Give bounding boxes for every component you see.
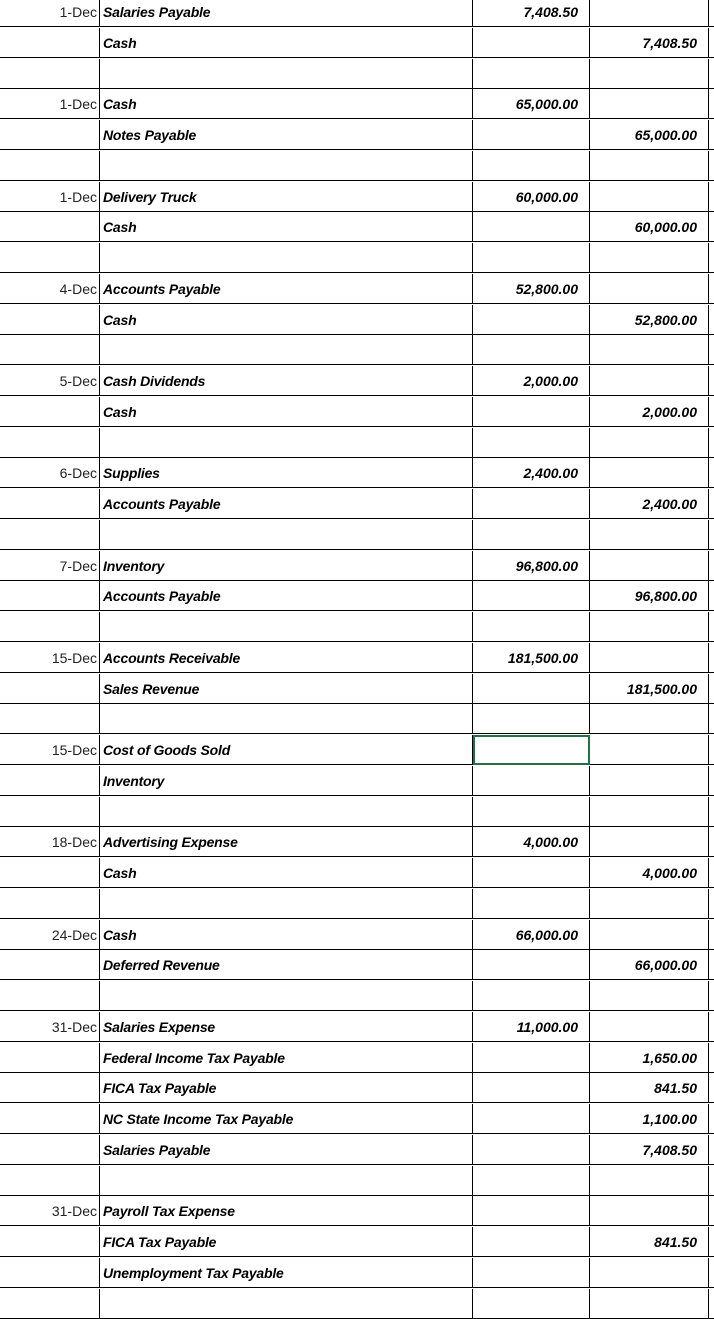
debit-cell[interactable]: 65,000.00: [473, 89, 590, 119]
journal-row: [0, 59, 714, 89]
journal-row: [0, 1166, 714, 1196]
credit-cell[interactable]: [590, 797, 709, 827]
credit-cell[interactable]: 841.50: [590, 1227, 709, 1257]
debit-cell[interactable]: [473, 305, 590, 335]
date-cell[interactable]: 1-Dec: [0, 182, 100, 212]
journal-row: [0, 243, 714, 273]
journal-row: [0, 212, 714, 242]
date-cell[interactable]: 5-Dec: [0, 366, 100, 396]
journal-row: [0, 428, 714, 458]
journal-row: [0, 1289, 714, 1319]
date-cell[interactable]: [0, 981, 100, 1011]
journal-row: [0, 1012, 714, 1042]
journal-row: [0, 0, 714, 27]
debit-cell[interactable]: [473, 428, 590, 458]
debit-cell[interactable]: [473, 674, 590, 704]
debit-cell[interactable]: [473, 1135, 590, 1165]
debit-cell[interactable]: [473, 59, 590, 89]
journal-row: [0, 950, 714, 980]
account-cell[interactable]: [100, 428, 473, 458]
date-cell[interactable]: [0, 1166, 100, 1196]
account-cell[interactable]: [100, 1166, 473, 1196]
journal-row: [0, 1196, 714, 1226]
debit-cell[interactable]: [473, 704, 590, 734]
journal-row: [0, 643, 714, 673]
journal-row: [0, 1227, 714, 1257]
debit-cell[interactable]: [473, 1227, 590, 1257]
account-cell[interactable]: Delivery Truck: [100, 182, 473, 212]
credit-cell[interactable]: [590, 520, 709, 550]
account-cell[interactable]: [100, 612, 473, 642]
debit-cell[interactable]: 52,800.00: [473, 274, 590, 304]
date-cell[interactable]: [0, 1043, 100, 1073]
debit-cell[interactable]: [473, 28, 590, 58]
date-cell[interactable]: [0, 1104, 100, 1134]
date-cell[interactable]: 18-Dec: [0, 827, 100, 857]
debit-cell[interactable]: [473, 858, 590, 888]
date-cell[interactable]: [0, 858, 100, 888]
credit-cell[interactable]: 181,500.00: [590, 674, 709, 704]
date-cell[interactable]: [0, 120, 100, 150]
account-cell[interactable]: NC State Income Tax Payable: [100, 1104, 473, 1134]
credit-cell[interactable]: [590, 920, 709, 950]
credit-cell[interactable]: [590, 458, 709, 488]
account-cell[interactable]: Salaries Payable: [100, 0, 473, 27]
credit-cell[interactable]: 7,408.50: [590, 28, 709, 58]
credit-cell[interactable]: 52,800.00: [590, 305, 709, 335]
account-cell[interactable]: Accounts Payable: [100, 581, 473, 611]
debit-cell[interactable]: 4,000.00: [473, 827, 590, 857]
credit-cell[interactable]: 1,100.00: [590, 1104, 709, 1134]
debit-cell[interactable]: [473, 151, 590, 181]
account-cell[interactable]: Advertising Expense: [100, 827, 473, 857]
journal-row: [0, 489, 714, 519]
credit-cell[interactable]: [590, 1166, 709, 1196]
account-cell[interactable]: Cash: [100, 858, 473, 888]
date-cell[interactable]: 15-Dec: [0, 643, 100, 673]
credit-cell[interactable]: [590, 89, 709, 119]
journal-row: [0, 581, 714, 611]
account-cell[interactable]: Unemployment Tax Payable: [100, 1258, 473, 1288]
account-cell[interactable]: Cash: [100, 212, 473, 242]
account-cell[interactable]: Cash Dividends: [100, 366, 473, 396]
date-cell[interactable]: [0, 243, 100, 273]
debit-cell[interactable]: [473, 797, 590, 827]
debit-cell[interactable]: [473, 120, 590, 150]
debit-cell[interactable]: [473, 1258, 590, 1288]
credit-cell[interactable]: [590, 151, 709, 181]
journal-row: [0, 397, 714, 427]
credit-cell[interactable]: [590, 274, 709, 304]
journal-row: [0, 1135, 714, 1165]
date-cell[interactable]: [0, 1073, 100, 1103]
debit-cell[interactable]: [473, 1043, 590, 1073]
journal-row: [0, 458, 714, 488]
credit-cell[interactable]: 65,000.00: [590, 120, 709, 150]
debit-cell[interactable]: [473, 1166, 590, 1196]
credit-cell[interactable]: 2,400.00: [590, 489, 709, 519]
date-cell[interactable]: [0, 1258, 100, 1288]
journal-row: [0, 797, 714, 827]
account-cell[interactable]: [100, 151, 473, 181]
account-cell[interactable]: Deferred Revenue: [100, 950, 473, 980]
journal-row: [0, 1258, 714, 1288]
credit-cell[interactable]: 7,408.50: [590, 1135, 709, 1165]
account-cell[interactable]: Notes Payable: [100, 120, 473, 150]
debit-cell[interactable]: [473, 243, 590, 273]
date-cell[interactable]: [0, 1289, 100, 1319]
account-cell[interactable]: Payroll Tax Expense: [100, 1196, 473, 1226]
credit-cell[interactable]: 66,000.00: [590, 950, 709, 980]
account-cell[interactable]: Inventory: [100, 766, 473, 796]
account-cell[interactable]: [100, 704, 473, 734]
credit-cell[interactable]: [590, 827, 709, 857]
account-cell[interactable]: Sales Revenue: [100, 674, 473, 704]
credit-cell[interactable]: [590, 243, 709, 273]
account-cell[interactable]: [100, 1289, 473, 1319]
credit-cell[interactable]: [590, 551, 709, 581]
journal-row: [0, 1073, 714, 1103]
debit-cell[interactable]: [473, 1196, 590, 1226]
credit-cell[interactable]: [590, 612, 709, 642]
credit-cell[interactable]: [590, 1289, 709, 1319]
date-cell[interactable]: [0, 397, 100, 427]
credit-cell[interactable]: [590, 889, 709, 919]
date-cell[interactable]: 4-Dec: [0, 274, 100, 304]
account-cell[interactable]: [100, 59, 473, 89]
account-cell[interactable]: Cost of Goods Sold: [100, 735, 473, 765]
account-cell[interactable]: Cash: [100, 920, 473, 950]
credit-cell[interactable]: [590, 643, 709, 673]
journal-row: [0, 612, 714, 642]
credit-cell[interactable]: [590, 182, 709, 212]
date-cell[interactable]: [0, 797, 100, 827]
date-cell[interactable]: 24-Dec: [0, 920, 100, 950]
debit-cell[interactable]: 2,000.00: [473, 366, 590, 396]
credit-cell[interactable]: [590, 735, 709, 765]
account-cell[interactable]: [100, 981, 473, 1011]
date-cell[interactable]: [0, 674, 100, 704]
account-cell[interactable]: [100, 243, 473, 273]
debit-cell[interactable]: [473, 950, 590, 980]
date-cell[interactable]: 1-Dec: [0, 0, 100, 27]
debit-cell[interactable]: [473, 889, 590, 919]
journal-row: [0, 1043, 714, 1073]
account-cell[interactable]: Federal Income Tax Payable: [100, 1043, 473, 1073]
account-cell[interactable]: Salaries Expense: [100, 1012, 473, 1042]
date-cell[interactable]: [0, 428, 100, 458]
account-cell[interactable]: Cash: [100, 397, 473, 427]
journal-row: [0, 120, 714, 150]
date-cell[interactable]: [0, 889, 100, 919]
date-cell[interactable]: [0, 489, 100, 519]
date-cell[interactable]: [0, 1135, 100, 1165]
journal-row: [0, 551, 714, 581]
journal-row: [0, 28, 714, 58]
journal-row: [0, 981, 714, 1011]
account-cell[interactable]: FICA Tax Payable: [100, 1227, 473, 1257]
account-cell[interactable]: [100, 520, 473, 550]
account-cell[interactable]: Supplies: [100, 458, 473, 488]
credit-cell[interactable]: [590, 981, 709, 1011]
journal-row: [0, 151, 714, 181]
debit-cell[interactable]: 96,800.00: [473, 551, 590, 581]
journal-row: [0, 305, 714, 335]
credit-cell[interactable]: [590, 428, 709, 458]
credit-cell[interactable]: [590, 366, 709, 396]
account-cell[interactable]: Accounts Receivable: [100, 643, 473, 673]
date-cell[interactable]: 31-Dec: [0, 1012, 100, 1042]
selected-debit-cell[interactable]: [473, 735, 590, 765]
journal-row: [0, 704, 714, 734]
credit-cell[interactable]: [590, 704, 709, 734]
credit-cell[interactable]: [590, 1196, 709, 1226]
debit-cell[interactable]: 11,000.00: [473, 1012, 590, 1042]
journal-row: [0, 366, 714, 396]
credit-cell[interactable]: 841.50: [590, 1073, 709, 1103]
debit-cell[interactable]: 60,000.00: [473, 182, 590, 212]
credit-cell[interactable]: [590, 0, 709, 27]
journal-row: [0, 920, 714, 950]
debit-cell[interactable]: [473, 766, 590, 796]
account-cell[interactable]: Accounts Payable: [100, 489, 473, 519]
journal-row: [0, 89, 714, 119]
date-cell[interactable]: [0, 212, 100, 242]
journal-row: [0, 827, 714, 857]
date-cell[interactable]: [0, 704, 100, 734]
date-cell[interactable]: 1-Dec: [0, 89, 100, 119]
debit-cell[interactable]: [473, 489, 590, 519]
debit-cell[interactable]: [473, 612, 590, 642]
debit-cell[interactable]: [473, 520, 590, 550]
debit-cell[interactable]: 2,400.00: [473, 458, 590, 488]
date-cell[interactable]: [0, 766, 100, 796]
debit-cell[interactable]: [473, 1073, 590, 1103]
debit-cell[interactable]: [473, 1104, 590, 1134]
account-cell[interactable]: FICA Tax Payable: [100, 1073, 473, 1103]
credit-cell[interactable]: [590, 335, 709, 365]
credit-cell[interactable]: [590, 59, 709, 89]
account-cell[interactable]: Cash: [100, 305, 473, 335]
journal-row: [0, 1104, 714, 1134]
account-cell[interactable]: Cash: [100, 89, 473, 119]
debit-cell[interactable]: [473, 212, 590, 242]
journal-row: [0, 274, 714, 304]
date-cell[interactable]: [0, 305, 100, 335]
date-cell[interactable]: [0, 520, 100, 550]
account-cell[interactable]: Salaries Payable: [100, 1135, 473, 1165]
account-cell[interactable]: [100, 889, 473, 919]
account-cell[interactable]: [100, 335, 473, 365]
date-cell[interactable]: 7-Dec: [0, 551, 100, 581]
account-cell[interactable]: [100, 797, 473, 827]
journal-row: [0, 674, 714, 704]
credit-cell[interactable]: 2,000.00: [590, 397, 709, 427]
date-cell[interactable]: [0, 950, 100, 980]
debit-cell[interactable]: [473, 1289, 590, 1319]
debit-cell[interactable]: 7,408.50: [473, 0, 590, 27]
date-cell[interactable]: [0, 151, 100, 181]
journal-row: [0, 182, 714, 212]
credit-cell[interactable]: 96,800.00: [590, 581, 709, 611]
credit-cell[interactable]: [590, 766, 709, 796]
date-cell[interactable]: [0, 1227, 100, 1257]
journal-row: [0, 520, 714, 550]
account-cell[interactable]: Inventory: [100, 551, 473, 581]
credit-cell[interactable]: [590, 1012, 709, 1042]
debit-cell[interactable]: [473, 981, 590, 1011]
debit-cell[interactable]: 181,500.00: [473, 643, 590, 673]
date-cell[interactable]: [0, 612, 100, 642]
credit-cell[interactable]: 1,650.00: [590, 1043, 709, 1073]
account-cell[interactable]: Cash: [100, 28, 473, 58]
credit-cell[interactable]: 4,000.00: [590, 858, 709, 888]
date-cell[interactable]: [0, 335, 100, 365]
date-cell[interactable]: [0, 28, 100, 58]
debit-cell[interactable]: 66,000.00: [473, 920, 590, 950]
date-cell[interactable]: 31-Dec: [0, 1196, 100, 1226]
journal-row: [0, 858, 714, 888]
date-cell[interactable]: [0, 59, 100, 89]
date-cell[interactable]: [0, 581, 100, 611]
debit-cell[interactable]: [473, 397, 590, 427]
debit-cell[interactable]: [473, 581, 590, 611]
date-cell[interactable]: 6-Dec: [0, 458, 100, 488]
journal-row: [0, 766, 714, 796]
journal-row: [0, 735, 714, 765]
journal-row: [0, 335, 714, 365]
journal-row: [0, 889, 714, 919]
credit-cell[interactable]: 60,000.00: [590, 212, 709, 242]
credit-cell[interactable]: [590, 1258, 709, 1288]
account-cell[interactable]: Accounts Payable: [100, 274, 473, 304]
date-cell[interactable]: 15-Dec: [0, 735, 100, 765]
debit-cell[interactable]: [473, 335, 590, 365]
